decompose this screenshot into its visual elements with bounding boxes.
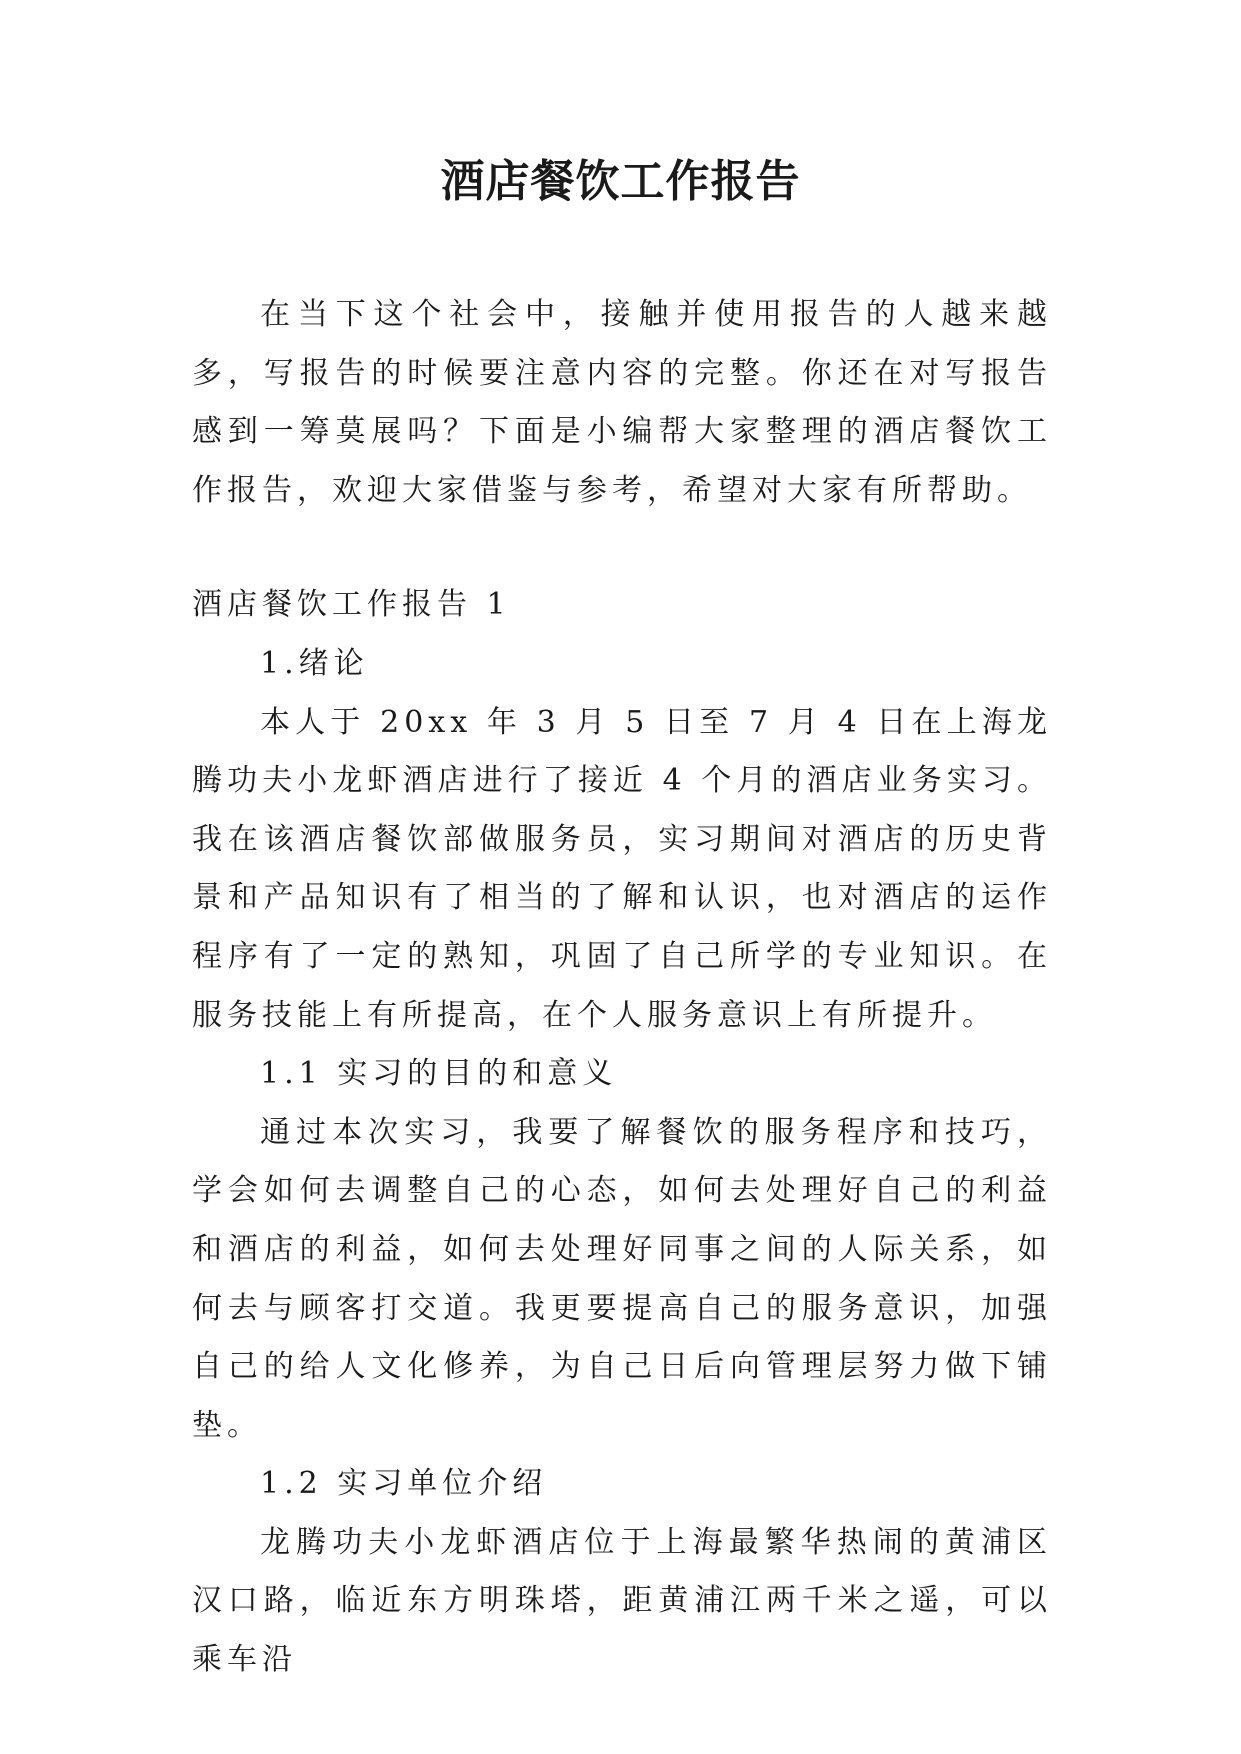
paragraph-introduction: 本人于 20xx 年 3 月 5 日至 7 月 4 日在上海龙腾功夫小龙虾酒店进行了接近 4 个月的酒店业务实习。我在该酒店餐饮部做服务员，实习期间对酒店的历史背景和产品知识有了相当的了解和认识，也对酒店的运作程序有了一定的熟知，巩固了自己所学的专业知识。在服务技能上有所提高，在个人服务意识上有所提升。 bbox=[192, 704, 1052, 1033]
heading-introduction: 1.绪论 bbox=[260, 645, 369, 681]
section-title: 酒店餐饮工作报告 1 bbox=[192, 587, 511, 623]
paragraph-company-intro: 龙腾功夫小龙虾酒店位于上海最繁华热闹的黄浦区汉口路，临近东方明珠塔，距黄浦江两千米之遥，可以乘车沿 bbox=[192, 1524, 1052, 1678]
document-body bbox=[192, 286, 1052, 1690]
document-title: 酒店餐饮工作报告 bbox=[440, 156, 801, 207]
heading-purpose: 1.1 实习的目的和意义 bbox=[260, 1056, 618, 1092]
paragraph-purpose: 通过本次实习，我要了解餐饮的服务程序和技巧，学会如何去调整自己的心态，如何去处理好自己的利益和酒店的利益，如何去处理好同事之间的人际关系，如何去与顾客打交道。我更要提高自己的服务意识，加强自己的给人文化修养，为自己日后向管理层努力做下铺垫。 bbox=[192, 1114, 1052, 1443]
heading-company-intro: 1.2 实习单位介绍 bbox=[260, 1466, 548, 1502]
intro-paragraph: 在当下这个社会中，接触并使用报告的人越来越多，写报告的时候要注意内容的完整。你还在对写报告感到一筹莫展吗？下面是小编帮大家整理的酒店餐饮工作报告，欢迎大家借鉴与参考，希望对大家有所帮助。 bbox=[192, 297, 1052, 508]
